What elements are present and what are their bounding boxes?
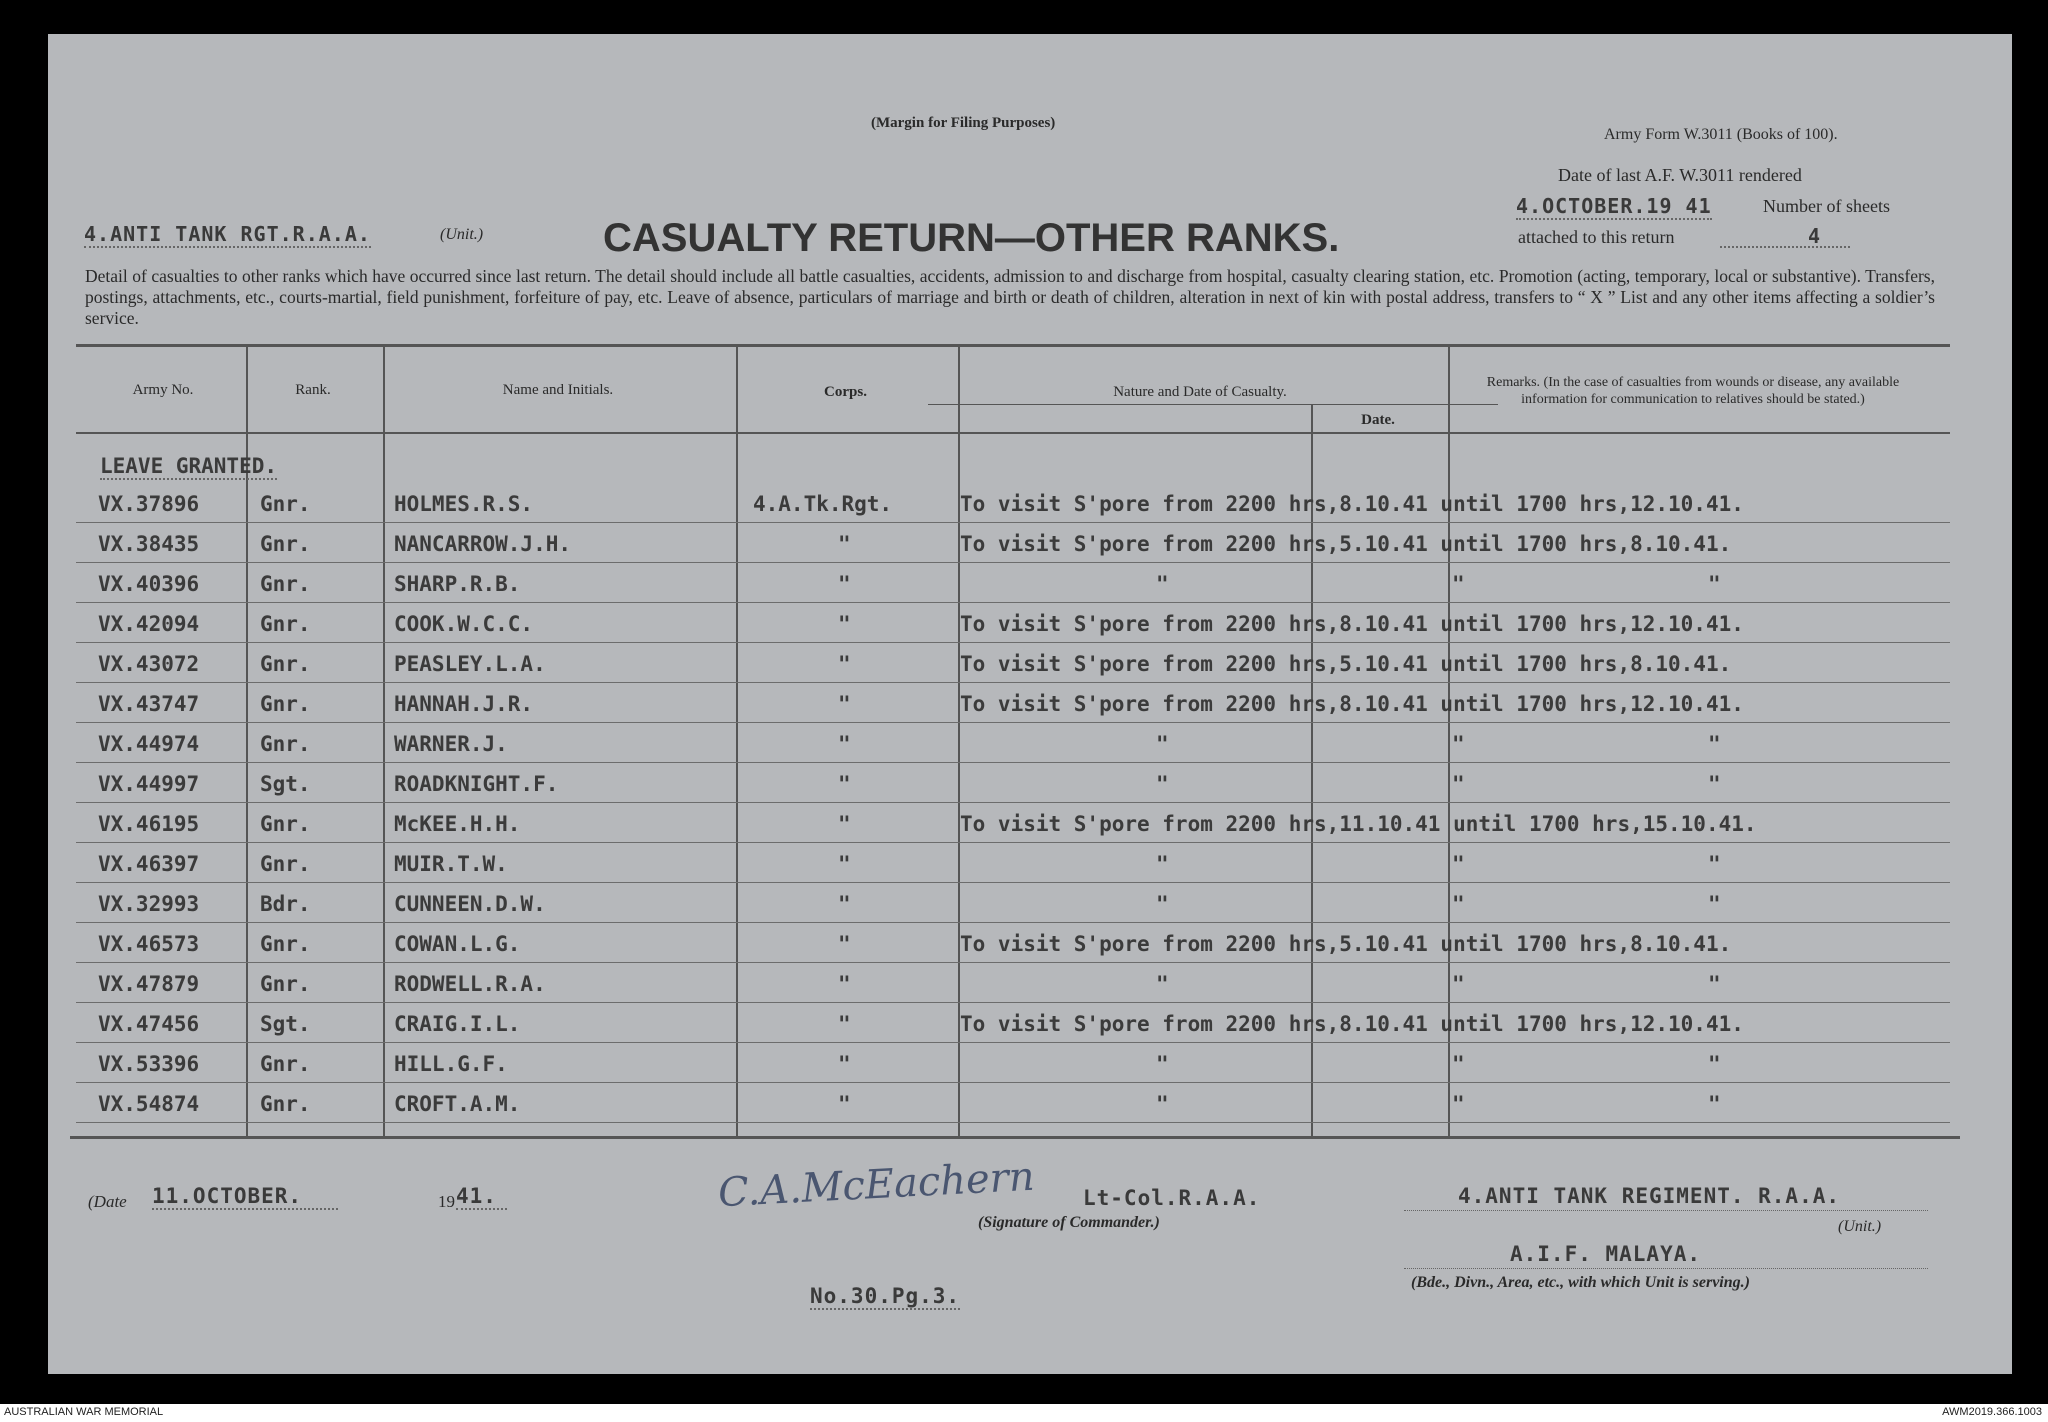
cell-rank: Gnr. xyxy=(260,652,311,676)
cell-date: " xyxy=(1452,852,1465,876)
cell-name: HOLMES.R.S. xyxy=(394,492,534,516)
cell-nature: To visit S'pore from 2200 hrs,8.10.41 until 1700 hrs,12.10.41. xyxy=(960,692,1744,716)
cell-corps: " xyxy=(838,572,851,596)
date-sub-rule xyxy=(928,404,1498,405)
cell-nature: " xyxy=(1156,1092,1169,1116)
header-rank: Rank. xyxy=(295,382,331,398)
unit-footer-value: 4.ANTI TANK REGIMENT. R.A.A. xyxy=(1458,1184,1841,1208)
row-rule xyxy=(76,802,1950,803)
row-rule xyxy=(76,642,1950,643)
last-rendered-value: 4.OCTOBER.19 41 xyxy=(1516,194,1712,218)
row-rule xyxy=(76,1082,1950,1083)
cell-name: HANNAH.J.R. xyxy=(394,692,534,716)
cell-nature: " xyxy=(1156,852,1169,876)
header-nature: Nature and Date of Casualty. xyxy=(1113,384,1287,400)
cell-nature: " xyxy=(1156,732,1169,756)
cell-remarks: " xyxy=(1708,892,1721,916)
cell-army-no: VX.47879 xyxy=(98,972,200,996)
cell-name: ROADKNIGHT.F. xyxy=(394,772,559,796)
cell-rank: Gnr. xyxy=(260,532,311,556)
cell-remarks: " xyxy=(1708,972,1721,996)
header-remarks: Remarks. (In the case of casualties from wounds or disease, any available information for communication to relatives should be stated.) xyxy=(1486,375,1900,407)
cell-rank: Gnr. xyxy=(260,572,311,596)
cell-corps: " xyxy=(838,972,851,996)
row-rule xyxy=(76,562,1950,563)
cell-remarks: " xyxy=(1708,852,1721,876)
cell-remarks: " xyxy=(1708,1052,1721,1076)
cell-rank: Gnr. xyxy=(260,972,311,996)
cell-name: MUIR.T.W. xyxy=(394,852,508,876)
unit-footer-line xyxy=(1404,1210,1928,1211)
cell-rank: Sgt. xyxy=(260,1012,311,1036)
row-rule xyxy=(76,602,1950,603)
page-title: CASUALTY RETURN—OTHER RANKS. xyxy=(603,216,1340,260)
cell-rank: Bdr. xyxy=(260,892,311,916)
col-divider-name xyxy=(383,344,385,1136)
cell-army-no: VX.40396 xyxy=(98,572,200,596)
cell-army-no: VX.44997 xyxy=(98,772,200,796)
margin-note: (Margin for Filing Purposes) xyxy=(871,115,1056,131)
last-rendered-label: Date of last A.F. W.3011 rendered xyxy=(1558,165,1802,185)
cell-date: " xyxy=(1452,732,1465,756)
unit-value: 4.ANTI TANK RGT.R.A.A. xyxy=(84,222,371,246)
cell-army-no: VX.46195 xyxy=(98,812,200,836)
cell-rank: Gnr. xyxy=(260,692,311,716)
cell-remarks: " xyxy=(1708,1092,1721,1116)
row-rule xyxy=(76,962,1950,963)
cell-nature: " xyxy=(1156,1052,1169,1076)
cell-corps: 4.A.Tk.Rgt. xyxy=(753,492,893,516)
sheets-value: 4 xyxy=(1808,224,1822,248)
row-rule xyxy=(76,842,1950,843)
cell-army-no: VX.43747 xyxy=(98,692,200,716)
cell-name: RODWELL.R.A. xyxy=(394,972,546,996)
sheets-underline xyxy=(1720,246,1850,248)
cell-name: COOK.W.C.C. xyxy=(394,612,534,636)
formation-label: (Bde., Divn., Area, etc., with which Unit is serving.) xyxy=(1411,1274,1750,1291)
cell-nature: " xyxy=(1156,892,1169,916)
cell-name: HILL.G.F. xyxy=(394,1052,508,1076)
cell-army-no: VX.32993 xyxy=(98,892,200,916)
unit-label: (Unit.) xyxy=(440,226,484,243)
date-value: 11.OCTOBER. xyxy=(152,1184,338,1210)
cell-nature: To visit S'pore from 2200 hrs,8.10.41 until 1700 hrs,12.10.41. xyxy=(960,612,1744,636)
header-bottom-rule xyxy=(76,432,1950,434)
cell-date: " xyxy=(1452,772,1465,796)
army-form-label: Army Form W.3011 (Books of 100). xyxy=(1604,126,1838,143)
cell-corps: " xyxy=(838,892,851,916)
cell-date: " xyxy=(1452,972,1465,996)
cell-date: " xyxy=(1452,1052,1465,1076)
credit-left: AUSTRALIAN WAR MEMORIAL xyxy=(4,1406,164,1418)
header-date: Date. xyxy=(1361,412,1395,428)
cell-corps: " xyxy=(838,1012,851,1036)
cell-nature: To visit S'pore from 2200 hrs,8.10.41 until 1700 hrs,12.10.41. xyxy=(960,492,1744,516)
cell-army-no: VX.44974 xyxy=(98,732,200,756)
cell-rank: Gnr. xyxy=(260,732,311,756)
cell-nature: To visit S'pore from 2200 hrs,11.10.41 until 1700 hrs,15.10.41. xyxy=(960,812,1757,836)
cell-rank: Gnr. xyxy=(260,932,311,956)
formation-value: A.I.F. MALAYA. xyxy=(1510,1242,1702,1266)
signature-label: (Signature of Commander.) xyxy=(978,1214,1160,1231)
cell-name: PEASLEY.L.A. xyxy=(394,652,546,676)
header-army-no: Army No. xyxy=(132,382,194,398)
instructions: Detail of casualties to other ranks which have occurred since last return. The detail should include all battle casualties, accidents, admission to and discharge from hospital, casualty clearing station, etc. Promotion (acting, temporary, local or substantive). Transfers, postings, attachments, etc., courts-martial, field punishment, forfeiture of pay, etc. Leave of absence, particulars of marriage and birth or death of children, alteration in next of kin with postal address, transfers to “ X ” List and any other items affecting a soldier’s service. xyxy=(85,266,1935,328)
row-rule xyxy=(76,522,1950,523)
cell-name: McKEE.H.H. xyxy=(394,812,521,836)
cell-army-no: VX.46397 xyxy=(98,852,200,876)
cell-nature: " xyxy=(1156,572,1169,596)
cell-army-no: VX.46573 xyxy=(98,932,200,956)
formation-line xyxy=(1404,1268,1928,1269)
cell-corps: " xyxy=(838,532,851,556)
date-label: (Date xyxy=(88,1192,127,1211)
year-prefix: 19 xyxy=(438,1192,455,1211)
cell-corps: " xyxy=(838,612,851,636)
cell-name: NANCARROW.J.H. xyxy=(394,532,572,556)
cell-remarks: " xyxy=(1708,772,1721,796)
cell-rank: Gnr. xyxy=(260,492,311,516)
cell-nature: To visit S'pore from 2200 hrs,5.10.41 until 1700 hrs,8.10.41. xyxy=(960,932,1732,956)
attached-label: attached to this return xyxy=(1518,227,1675,247)
credit-bar xyxy=(0,1404,2048,1422)
cell-remarks: " xyxy=(1708,732,1721,756)
cell-corps: " xyxy=(838,932,851,956)
row-rule xyxy=(76,1122,1950,1123)
cell-name: COWAN.L.G. xyxy=(394,932,521,956)
credit-right: AWM2019.366.1003 xyxy=(1942,1406,2042,1418)
row-rule xyxy=(76,682,1950,683)
cell-corps: " xyxy=(838,692,851,716)
commander-signature: C.A.McEachern xyxy=(717,1153,1036,1217)
cell-nature: To visit S'pore from 2200 hrs,5.10.41 until 1700 hrs,8.10.41. xyxy=(960,652,1732,676)
section-label: LEAVE GRANTED. xyxy=(100,454,278,478)
row-rule xyxy=(76,1002,1950,1003)
cell-date: " xyxy=(1452,892,1465,916)
cell-corps: " xyxy=(838,732,851,756)
cell-corps: " xyxy=(838,1052,851,1076)
table-top-rule xyxy=(76,344,1950,347)
table-bottom-rule xyxy=(70,1136,1960,1139)
cell-army-no: VX.53396 xyxy=(98,1052,200,1076)
sheets-label: Number of sheets xyxy=(1763,196,1890,216)
cell-date: " xyxy=(1452,1092,1465,1116)
row-rule xyxy=(76,922,1950,923)
cell-corps: " xyxy=(838,812,851,836)
cell-corps: " xyxy=(838,1092,851,1116)
commander-rank: Lt-Col.R.A.A. xyxy=(1083,1186,1261,1210)
cell-rank: Gnr. xyxy=(260,812,311,836)
cell-nature: To visit S'pore from 2200 hrs,5.10.41 until 1700 hrs,8.10.41. xyxy=(960,532,1732,556)
cell-army-no: VX.38435 xyxy=(98,532,200,556)
cell-nature: " xyxy=(1156,772,1169,796)
cell-army-no: VX.43072 xyxy=(98,652,200,676)
year-value: 41. xyxy=(456,1184,507,1210)
row-rule xyxy=(76,762,1950,763)
cell-rank: Gnr. xyxy=(260,612,311,636)
cell-remarks: " xyxy=(1708,572,1721,596)
row-rule xyxy=(76,882,1950,883)
header-corps: Corps. xyxy=(824,384,867,400)
row-rule xyxy=(76,722,1950,723)
page-reference: No.30.Pg.3. xyxy=(810,1284,961,1308)
cell-name: WARNER.J. xyxy=(394,732,508,756)
cell-name: CROFT.A.M. xyxy=(394,1092,521,1116)
cell-rank: Gnr. xyxy=(260,852,311,876)
cell-name: CUNNEEN.D.W. xyxy=(394,892,546,916)
cell-corps: " xyxy=(838,772,851,796)
cell-army-no: VX.37896 xyxy=(98,492,200,516)
cell-army-no: VX.54874 xyxy=(98,1092,200,1116)
unit-footer-label: (Unit.) xyxy=(1838,1218,1882,1235)
cell-corps: " xyxy=(838,652,851,676)
row-rule xyxy=(76,1042,1950,1043)
cell-name: CRAIG.I.L. xyxy=(394,1012,521,1036)
cell-nature: " xyxy=(1156,972,1169,996)
cell-name: SHARP.R.B. xyxy=(394,572,521,596)
cell-rank: Sgt. xyxy=(260,772,311,796)
cell-corps: " xyxy=(838,852,851,876)
cell-rank: Gnr. xyxy=(260,1092,311,1116)
cell-army-no: VX.47456 xyxy=(98,1012,200,1036)
col-divider-corps xyxy=(736,344,738,1136)
form-sheet xyxy=(48,34,2012,1374)
cell-nature: To visit S'pore from 2200 hrs,8.10.41 until 1700 hrs,12.10.41. xyxy=(960,1012,1744,1036)
cell-date: " xyxy=(1452,572,1465,596)
header-name: Name and Initials. xyxy=(502,382,614,398)
cell-rank: Gnr. xyxy=(260,1052,311,1076)
cell-army-no: VX.42094 xyxy=(98,612,200,636)
